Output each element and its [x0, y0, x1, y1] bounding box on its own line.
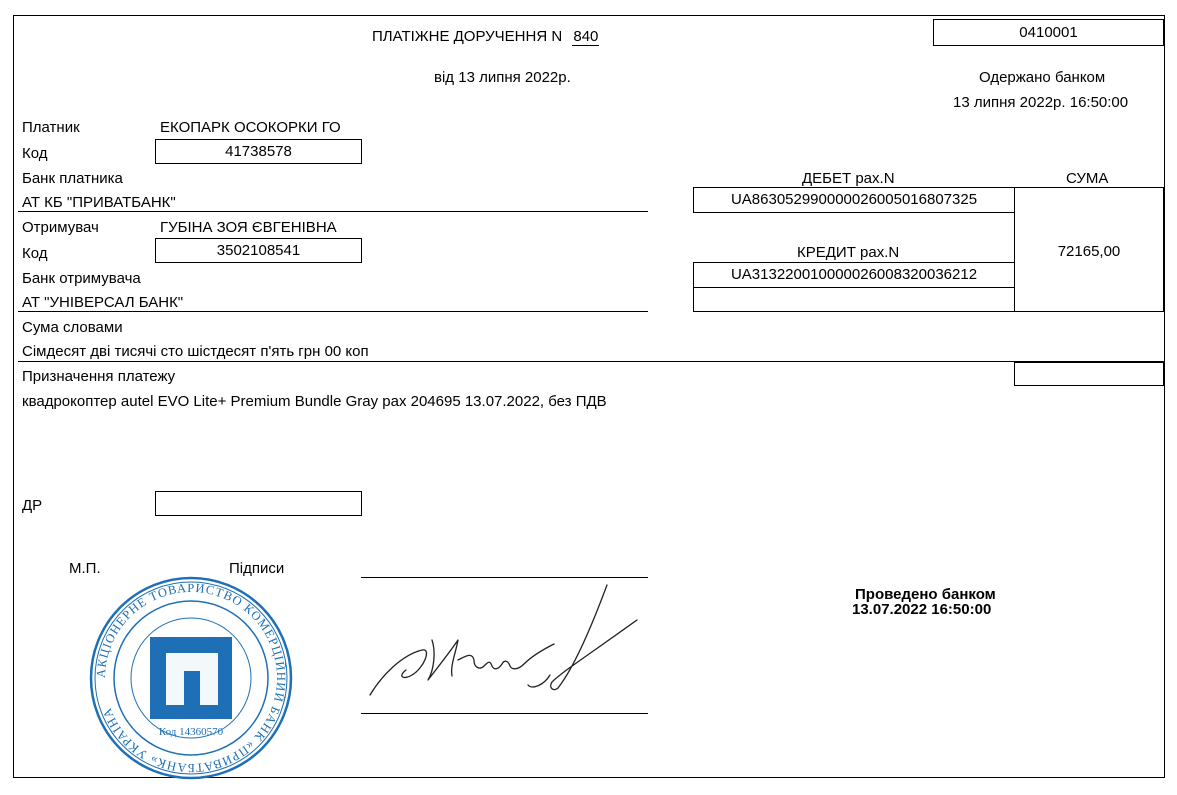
credit-account: UA313220010000026008320036212 — [693, 262, 1015, 288]
recipient-bank-label: Банк отримувача — [22, 270, 141, 287]
debit-label: ДЕБЕТ рах.N — [802, 170, 895, 187]
payer-code-label: Код — [22, 145, 48, 162]
signatures-label: Підписи — [229, 560, 285, 577]
sum-box — [1014, 187, 1164, 312]
form-code-box: 0410001 — [933, 19, 1164, 46]
recipient-label: Отримувач — [22, 219, 99, 236]
recipient-code-label: Код — [22, 245, 48, 262]
recipient-code: 3502108541 — [155, 238, 362, 263]
payer-label: Платник — [22, 119, 80, 136]
received-datetime: 13 липня 2022р. 16:50:00 — [953, 94, 1129, 111]
title-text: ПЛАТІЖНЕ ДОРУЧЕННЯ N — [372, 28, 563, 45]
debit-account: UA863052990000026005016807325 — [693, 187, 1015, 213]
divider — [18, 311, 648, 312]
received-label: Одержано банком — [979, 69, 1106, 86]
divider — [18, 361, 1164, 362]
document-number: 840 — [573, 28, 599, 45]
bank-stamp — [88, 575, 294, 781]
sum-value: 72165,00 — [1057, 243, 1121, 260]
privatbank-logo-icon — [150, 637, 232, 719]
processed-label: Проведено банком — [855, 586, 996, 603]
credit-label: КРЕДИТ рах.N — [797, 244, 900, 261]
signature-line-bottom — [361, 713, 648, 714]
stamp-outer-text: АКЦІОНЕРНЕ ТОВАРИСТВО КОМЕРЦІЙНИЙ БАНК «ПРИВАТБАНК» УКРАЇНА — [93, 580, 289, 776]
purpose-text: квадрокоптер autel EVO Lite+ Premium Bundle Gray рах 204695 13.07.2022, без ПДВ — [22, 393, 607, 410]
purpose-side-box — [1014, 362, 1164, 386]
amount-words-label: Сума словами — [22, 319, 123, 336]
purpose-label: Призначення платежу — [22, 368, 176, 385]
stamp-code: Код 14360570 — [158, 726, 224, 738]
document-title — [372, 28, 599, 45]
processed-datetime: 13.07.2022 16:50:00 — [852, 601, 992, 618]
recipient-name: ГУБІНА ЗОЯ ЄВГЕНІВНА — [160, 219, 337, 236]
divider — [18, 211, 648, 212]
signature-line-top — [361, 577, 648, 578]
mp-label: М.П. — [69, 560, 101, 577]
amount-words-text: Сімдесят дві тисячі сто шістдесят п'ять грн 00 коп — [22, 343, 369, 360]
divider — [693, 288, 694, 312]
payer-code: 41738578 — [155, 139, 362, 164]
signature-image — [362, 580, 647, 710]
recipient-bank: АТ "УНІВЕРСАЛ БАНК" — [22, 294, 184, 311]
sum-label: СУМА — [1066, 170, 1109, 187]
payer-bank: АТ КБ "ПРИВАТБАНК" — [22, 194, 176, 211]
document-date: від 13 липня 2022р. — [434, 69, 571, 86]
payer-name: ЕКОПАРК ОСОКОРКИ ГО — [160, 119, 341, 136]
payer-bank-label: Банк платника — [22, 170, 123, 187]
divider — [693, 311, 1015, 312]
dr-label: ДР — [22, 497, 43, 514]
dr-box — [155, 491, 362, 516]
